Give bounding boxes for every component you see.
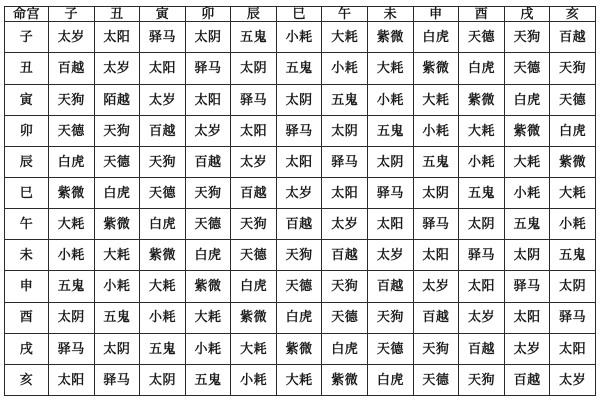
table-cell: 天狗 bbox=[94, 115, 140, 146]
table-row bbox=[5, 302, 596, 333]
table-cell: 紫微 bbox=[459, 84, 505, 115]
table-cell: 五鬼 bbox=[368, 115, 414, 146]
table-cell: 天狗 bbox=[322, 271, 368, 302]
table-cell: 小耗 bbox=[413, 115, 459, 146]
table-row bbox=[5, 146, 596, 177]
table-cell: 大耗 bbox=[550, 178, 596, 209]
table-cell: 太阳 bbox=[49, 364, 95, 395]
table-cell: 天德 bbox=[231, 240, 277, 271]
table-cell: 驿马 bbox=[413, 209, 459, 240]
table-cell: 太岁 bbox=[413, 271, 459, 302]
table-cell: 大耗 bbox=[504, 146, 550, 177]
column-header: 亥 bbox=[550, 7, 596, 22]
column-header: 辰 bbox=[231, 7, 277, 22]
table-cell: 大耗 bbox=[140, 271, 186, 302]
table-cell: 天德 bbox=[550, 84, 596, 115]
table-cell: 天狗 bbox=[140, 146, 186, 177]
table-cell: 天德 bbox=[140, 178, 186, 209]
table-body bbox=[5, 22, 596, 396]
table-cell: 百越 bbox=[459, 333, 505, 364]
column-header: 卯 bbox=[185, 7, 231, 22]
table-cell: 大耗 bbox=[94, 240, 140, 271]
table-cell: 太岁 bbox=[504, 333, 550, 364]
table-cell: 驿马 bbox=[140, 22, 186, 53]
table-cell: 白虎 bbox=[413, 22, 459, 53]
table-cell: 大耗 bbox=[322, 22, 368, 53]
table-cell: 太阴 bbox=[185, 22, 231, 53]
table-cell: 天德 bbox=[413, 364, 459, 395]
row-header: 未 bbox=[5, 240, 49, 271]
table-cell: 驿马 bbox=[368, 178, 414, 209]
table-cell: 小耗 bbox=[276, 22, 322, 53]
column-header: 子 bbox=[49, 7, 95, 22]
table-cell: 紫微 bbox=[140, 240, 186, 271]
table-cell: 白虎 bbox=[140, 209, 186, 240]
table-cell: 天德 bbox=[94, 146, 140, 177]
table-cell: 小耗 bbox=[322, 53, 368, 84]
column-header: 未 bbox=[368, 7, 414, 22]
table-cell: 太阳 bbox=[504, 302, 550, 333]
table-cell: 太阴 bbox=[49, 302, 95, 333]
table-cell: 大耗 bbox=[231, 333, 277, 364]
table-cell: 紫微 bbox=[94, 209, 140, 240]
column-header: 丑 bbox=[94, 7, 140, 22]
table-cell: 白虎 bbox=[459, 53, 505, 84]
table-cell: 太阴 bbox=[413, 178, 459, 209]
row-header: 酉 bbox=[5, 302, 49, 333]
table-cell: 太阳 bbox=[231, 115, 277, 146]
table-cell: 白虎 bbox=[276, 302, 322, 333]
table-cell: 大耗 bbox=[49, 209, 95, 240]
column-header: 申 bbox=[413, 7, 459, 22]
table-header bbox=[5, 7, 596, 22]
table-cell: 驿马 bbox=[550, 302, 596, 333]
table-cell: 五鬼 bbox=[185, 364, 231, 395]
table-cell: 五鬼 bbox=[94, 302, 140, 333]
table-cell: 驿马 bbox=[504, 271, 550, 302]
table-cell: 紫微 bbox=[322, 364, 368, 395]
column-header: 戌 bbox=[504, 7, 550, 22]
table-cell: 驿马 bbox=[185, 53, 231, 84]
table-cell: 太岁 bbox=[49, 22, 95, 53]
table-cell: 小耗 bbox=[504, 178, 550, 209]
table-cell: 太阳 bbox=[140, 53, 186, 84]
table-cell: 小耗 bbox=[185, 333, 231, 364]
table-cell: 天狗 bbox=[368, 302, 414, 333]
table-cell: 太阴 bbox=[368, 146, 414, 177]
table-cell: 紫微 bbox=[504, 115, 550, 146]
table-row bbox=[5, 53, 596, 84]
table-cell: 白虎 bbox=[94, 178, 140, 209]
table-cell: 百越 bbox=[322, 240, 368, 271]
table-cell: 大耗 bbox=[185, 302, 231, 333]
table-cell: 百越 bbox=[413, 302, 459, 333]
table-row bbox=[5, 209, 596, 240]
table-row bbox=[5, 271, 596, 302]
table-cell: 白虎 bbox=[185, 240, 231, 271]
table-cell: 天狗 bbox=[276, 240, 322, 271]
table-cell: 太阴 bbox=[140, 364, 186, 395]
row-header: 午 bbox=[5, 209, 49, 240]
table-cell: 五鬼 bbox=[140, 333, 186, 364]
column-header: 午 bbox=[322, 7, 368, 22]
table-cell: 太岁 bbox=[368, 240, 414, 271]
table-cell: 大耗 bbox=[459, 115, 505, 146]
table-cell: 太岁 bbox=[276, 178, 322, 209]
table-cell: 太阳 bbox=[459, 271, 505, 302]
table-cell: 五鬼 bbox=[276, 53, 322, 84]
table-cell: 天狗 bbox=[413, 333, 459, 364]
table-cell: 五鬼 bbox=[459, 178, 505, 209]
table-cell: 小耗 bbox=[550, 209, 596, 240]
row-header: 巳 bbox=[5, 178, 49, 209]
table-cell: 天德 bbox=[322, 302, 368, 333]
table-cell: 太阳 bbox=[276, 146, 322, 177]
table-cell: 白虎 bbox=[322, 333, 368, 364]
table-row bbox=[5, 240, 596, 271]
table-cell: 白虎 bbox=[49, 146, 95, 177]
table-cell: 天德 bbox=[368, 333, 414, 364]
table-cell: 太阴 bbox=[459, 209, 505, 240]
table-cell: 太阴 bbox=[322, 115, 368, 146]
table-cell: 天狗 bbox=[185, 178, 231, 209]
table-cell: 太阴 bbox=[231, 53, 277, 84]
table-cell: 紫微 bbox=[231, 302, 277, 333]
table-cell: 白虎 bbox=[550, 115, 596, 146]
row-header: 卯 bbox=[5, 115, 49, 146]
table-cell: 百越 bbox=[140, 115, 186, 146]
table-cell: 天德 bbox=[459, 22, 505, 53]
table-cell: 太阴 bbox=[94, 333, 140, 364]
table-cell: 太岁 bbox=[231, 146, 277, 177]
table-cell: 太阳 bbox=[413, 240, 459, 271]
table-cell: 驿马 bbox=[322, 146, 368, 177]
table-row bbox=[5, 84, 596, 115]
table-cell: 百越 bbox=[49, 53, 95, 84]
column-header: 寅 bbox=[140, 7, 186, 22]
table-cell: 天德 bbox=[276, 271, 322, 302]
table-cell: 驿马 bbox=[49, 333, 95, 364]
table-cell: 百越 bbox=[368, 271, 414, 302]
table-cell: 太阳 bbox=[368, 209, 414, 240]
table-row bbox=[5, 333, 596, 364]
table-cell: 太岁 bbox=[94, 53, 140, 84]
table-cell: 天德 bbox=[504, 53, 550, 84]
table-cell: 五鬼 bbox=[504, 209, 550, 240]
table-cell: 天狗 bbox=[459, 364, 505, 395]
table-cell: 大耗 bbox=[276, 364, 322, 395]
table-cell: 驿马 bbox=[94, 364, 140, 395]
table-cell: 小耗 bbox=[94, 271, 140, 302]
table-cell: 白虎 bbox=[231, 271, 277, 302]
row-header: 寅 bbox=[5, 84, 49, 115]
table-cell: 太阳 bbox=[185, 84, 231, 115]
table-cell: 小耗 bbox=[459, 146, 505, 177]
row-header: 申 bbox=[5, 271, 49, 302]
table-cell: 五鬼 bbox=[49, 271, 95, 302]
row-header: 丑 bbox=[5, 53, 49, 84]
table-cell: 百越 bbox=[185, 146, 231, 177]
table-cell: 百越 bbox=[504, 364, 550, 395]
table-cell: 太阴 bbox=[276, 84, 322, 115]
table-cell: 驿马 bbox=[459, 240, 505, 271]
table-cell: 太岁 bbox=[322, 209, 368, 240]
table-cell: 紫微 bbox=[413, 53, 459, 84]
table-cell: 天狗 bbox=[504, 22, 550, 53]
table-row bbox=[5, 22, 596, 53]
row-header: 戌 bbox=[5, 333, 49, 364]
table-cell: 百越 bbox=[231, 178, 277, 209]
table-cell: 五鬼 bbox=[322, 84, 368, 115]
table-cell: 太岁 bbox=[185, 115, 231, 146]
table-cell: 陌越 bbox=[94, 84, 140, 115]
row-header: 辰 bbox=[5, 146, 49, 177]
column-header: 巳 bbox=[276, 7, 322, 22]
table-cell: 太岁 bbox=[459, 302, 505, 333]
table-cell: 小耗 bbox=[49, 240, 95, 271]
table-row bbox=[5, 178, 596, 209]
table-cell: 太阳 bbox=[550, 333, 596, 364]
table-cell: 太阳 bbox=[94, 22, 140, 53]
table-cell: 天狗 bbox=[49, 84, 95, 115]
table-cell: 天狗 bbox=[550, 53, 596, 84]
table-cell: 紫微 bbox=[185, 271, 231, 302]
table-cell: 白虎 bbox=[368, 364, 414, 395]
table-cell: 紫微 bbox=[49, 178, 95, 209]
table-cell: 天德 bbox=[185, 209, 231, 240]
shensha-table bbox=[4, 6, 596, 396]
table-cell: 紫微 bbox=[276, 333, 322, 364]
table-cell: 五鬼 bbox=[550, 240, 596, 271]
table-cell: 大耗 bbox=[413, 84, 459, 115]
table-row bbox=[5, 364, 596, 395]
table-cell: 天狗 bbox=[231, 209, 277, 240]
table-cell: 驿马 bbox=[276, 115, 322, 146]
column-header: 酉 bbox=[459, 7, 505, 22]
table-cell: 太岁 bbox=[550, 364, 596, 395]
table-cell: 白虎 bbox=[504, 84, 550, 115]
table-cell: 太阴 bbox=[550, 271, 596, 302]
table-cell: 百越 bbox=[276, 209, 322, 240]
table-cell: 百越 bbox=[550, 22, 596, 53]
table-cell: 驿马 bbox=[231, 84, 277, 115]
table-cell: 五鬼 bbox=[231, 22, 277, 53]
table-cell: 小耗 bbox=[231, 364, 277, 395]
row-header: 亥 bbox=[5, 364, 49, 395]
table-cell: 小耗 bbox=[368, 84, 414, 115]
table-cell: 大耗 bbox=[368, 53, 414, 84]
table-corner-label: 命宫 bbox=[5, 7, 49, 22]
table-cell: 太岁 bbox=[140, 84, 186, 115]
row-header: 子 bbox=[5, 22, 49, 53]
table-cell: 太阴 bbox=[504, 240, 550, 271]
header-row bbox=[5, 7, 596, 22]
table-cell: 紫微 bbox=[550, 146, 596, 177]
table-row bbox=[5, 115, 596, 146]
table-cell: 天德 bbox=[49, 115, 95, 146]
table-cell: 五鬼 bbox=[413, 146, 459, 177]
table-cell: 小耗 bbox=[140, 302, 186, 333]
table-cell: 太阳 bbox=[322, 178, 368, 209]
table-cell: 紫微 bbox=[368, 22, 414, 53]
